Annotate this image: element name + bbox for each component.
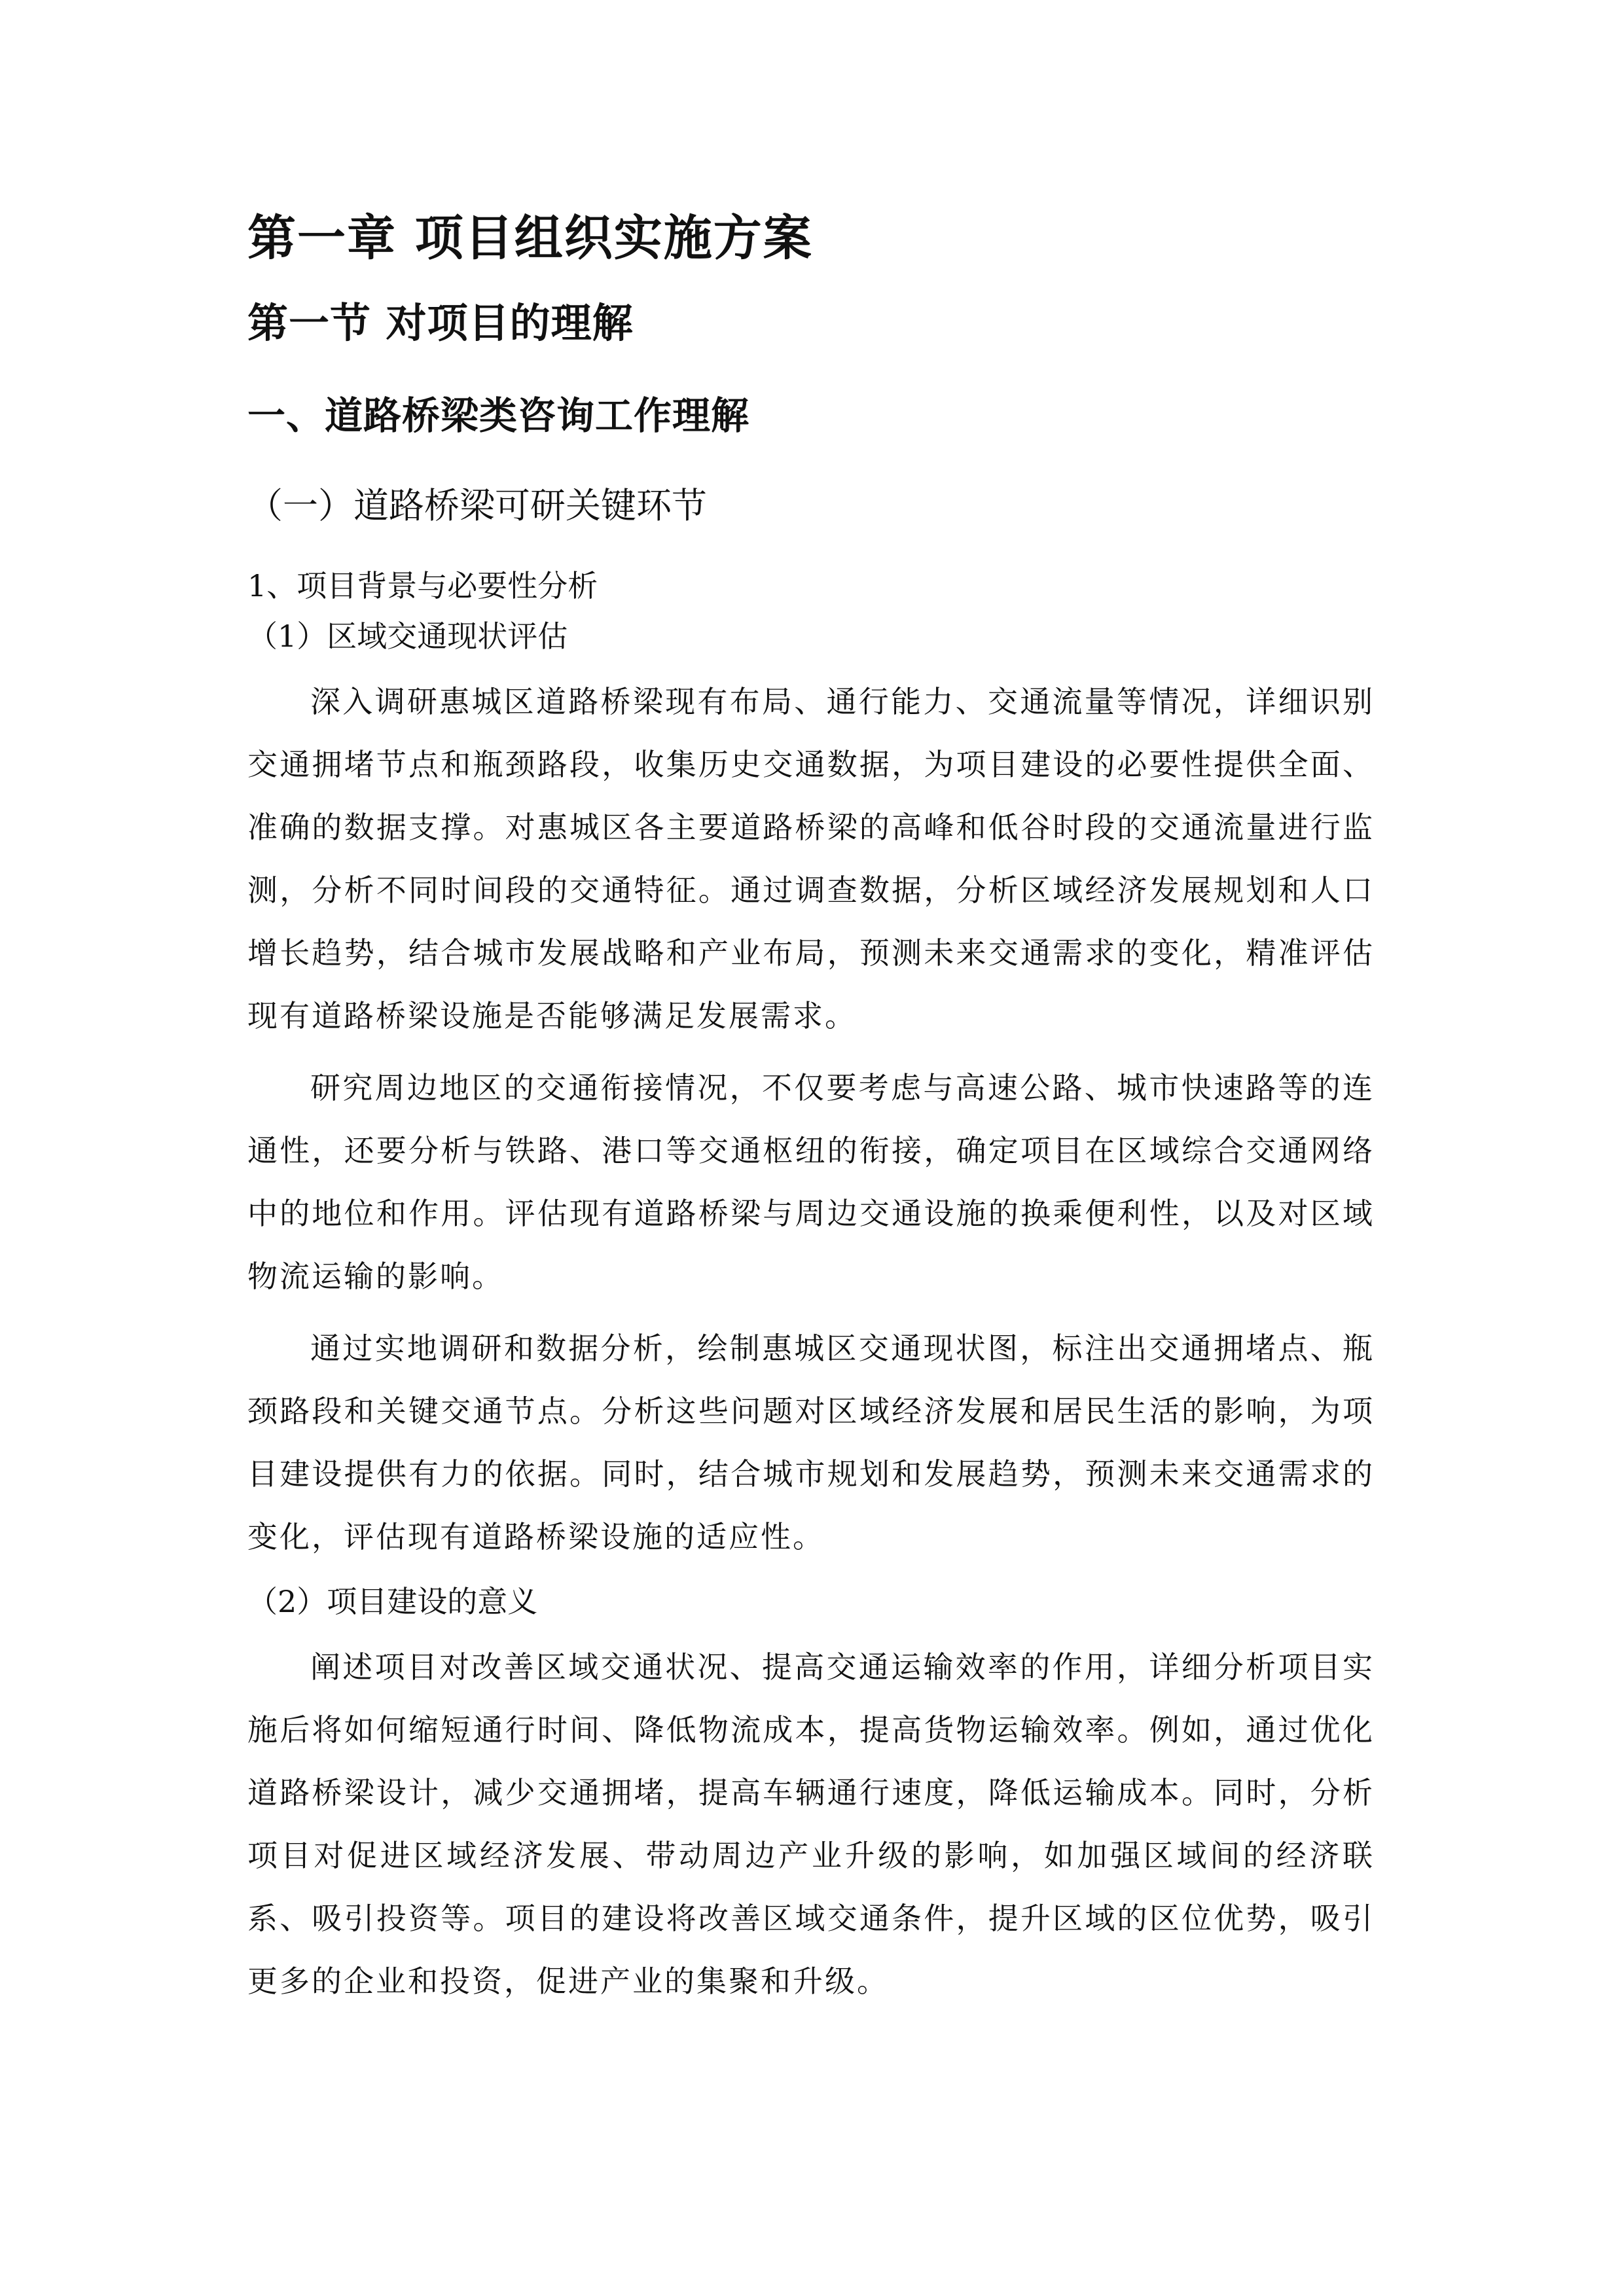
subsection-title: 一、道路桥梁类咨询工作理解	[247, 393, 750, 439]
paragraph: 研究周边地区的交通衔接情况，不仅要考虑与高速公路、城市快速路等的连通性，还要分析与铁路、港口等交通枢纽的衔接，确定项目在区域综合交通网络中的地位和作用。评估现有道路桥梁与周边交通设施的换乘便利性，以及对区域物流运输的影响。	[247, 1069, 1375, 1294]
paragraph: 深入调研惠城区道路桥梁现有布局、通行能力、交通流量等情况，详细识别交通拥堵节点和瓶颈路段，收集历史交通数据，为项目建设的必要性提供全面、准确的数据支撑。对惠城区各主要道路桥梁的高峰和低谷时段的交通流量进行监测，分析不同时间段的交通特征。通过调查数据，分析区域经济发展规划和人口增长趋势，结合城市发展战略和产业布局，预测未来交通需求的变化，精准评估现有道路桥梁设施是否能够满足发展需求。	[247, 683, 1375, 1033]
item-title: 1、项目背景与必要性分析	[247, 567, 598, 603]
paragraph: 通过实地调研和数据分析，绘制惠城区交通现状图，标注出交通拥堵点、瓶颈路段和关键交通节点。分析这些问题对区域经济发展和居民生活的影响，为项目建设提供有力的依据。同时，结合城市规划和发展趋势，预测未来交通需求的变化，评估现有道路桥梁设施的适应性。	[247, 1330, 1375, 1554]
chapter-title: 第一章 项目组织实施方案	[247, 210, 813, 266]
subitem-1-title: （1）区域交通现状评估	[247, 618, 568, 654]
subitem-2-title: （2）项目建设的意义	[247, 1583, 538, 1619]
document-content	[247, 209, 1375, 2028]
paragraph: 阐述项目对改善区域交通状况、提高交通运输效率的作用，详细分析项目实施后将如何缩短通行时间、降低物流成本，提高货物运输效率。例如，通过优化道路桥梁设计，减少交通拥堵，提高车辆通行速度，降低运输成本。同时，分析项目对促进区域经济发展、带动周边产业升级的影响，如加强区域间的经济联系、吸引投资等。项目的建设将改善区域交通条件，提升区域的区位优势，吸引更多的企业和投资，促进产业的集聚和升级。	[247, 1649, 1375, 2000]
section-title: 第一节 对项目的理解	[247, 298, 634, 347]
subitem-2-body	[247, 1636, 1375, 2013]
subitem-1-body	[247, 670, 1375, 1568]
subsubsection-title: （一）道路桥梁可研关键环节	[247, 484, 707, 526]
